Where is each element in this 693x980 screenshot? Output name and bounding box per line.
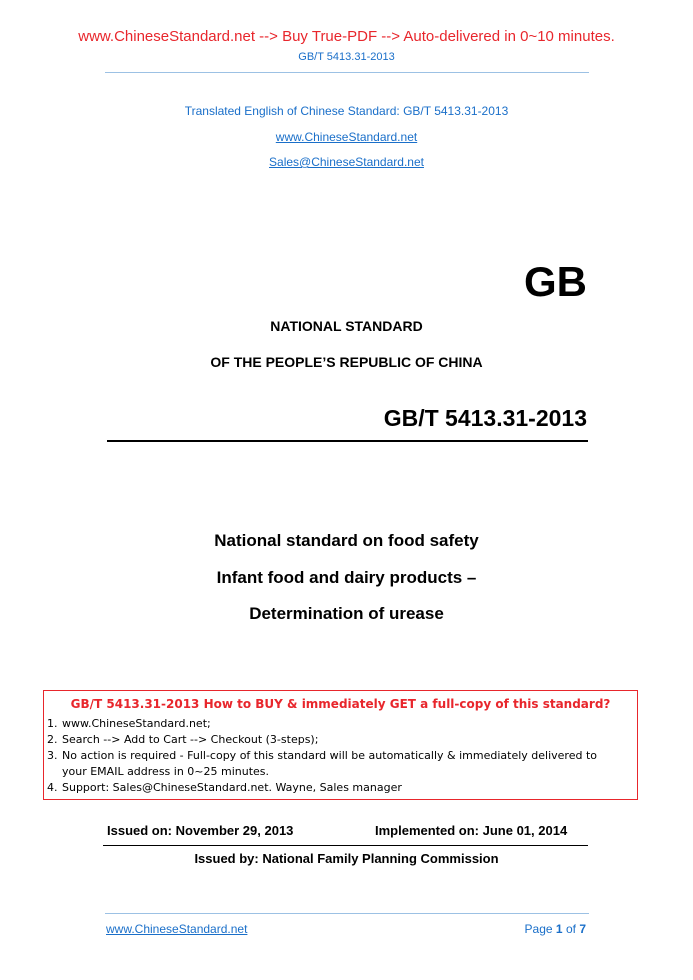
issued-by: Issued by: National Family Planning Commission [194, 851, 499, 866]
buy-step-text: your EMAIL address in 0~25 minutes. [62, 765, 270, 778]
buy-step-number: 4. [47, 781, 58, 794]
page-total: 7 [579, 922, 586, 936]
issued-on: Issued on: November 29, 2013 [107, 823, 294, 838]
buy-step-3-continued [47, 765, 269, 779]
page-indicator [525, 922, 586, 937]
buy-step-4 [47, 781, 402, 795]
translation-email-row [0, 155, 693, 170]
buy-step-text: Search --> Add to Cart --> Checkout (3-steps); [62, 733, 319, 746]
standard-code: GB/T 5413.31-2013 [383, 405, 587, 431]
page-of: of [565, 922, 576, 936]
header-divider [105, 72, 589, 73]
buy-step-text[interactable]: www.ChineseStandard.net; [62, 717, 211, 730]
footer-divider [105, 913, 589, 914]
translation-line: Translated English of Chinese Standard: GB/T 5413.31-2013 [184, 104, 509, 118]
header-standard-code: GB/T 5413.31-2013 [298, 51, 395, 63]
gb-logo: GB [524, 258, 587, 305]
buy-step-number: 1. [47, 717, 58, 730]
translation-website-link[interactable]: www.ChineseStandard.net [275, 130, 418, 144]
issue-divider [103, 845, 588, 846]
translation-website-row [0, 130, 693, 145]
implemented-on: Implemented on: June 01, 2014 [375, 823, 568, 838]
buy-step-text: No action is required - Full-copy of this standard will be automatically & immediately delivered to [62, 749, 598, 762]
title-line-3: Determination of urease [249, 604, 444, 623]
top-banner[interactable]: www.ChineseStandard.net --> Buy True-PDF --> Auto-delivered in 0~10 minutes. [78, 28, 615, 45]
buy-info-box [43, 690, 638, 800]
buy-step-number: 2. [47, 733, 58, 746]
translation-email-link[interactable]: Sales@ChineseStandard.net [269, 155, 424, 169]
footer-website-link[interactable]: www.ChineseStandard.net [106, 922, 248, 936]
buy-step-text[interactable]: Support: Sales@ChineseStandard.net. Wayne, Sales manager [62, 781, 402, 794]
national-standard-heading: NATIONAL STANDARD [270, 318, 423, 334]
page-prefix: Page [524, 922, 553, 936]
country-heading: OF THE PEOPLE’S REPUBLIC OF CHINA [210, 354, 483, 370]
title-line-2: Infant food and dairy products – [216, 568, 477, 587]
buy-step-2 [47, 733, 318, 747]
buy-step-number: 3. [47, 749, 58, 762]
buy-step-1 [47, 717, 211, 731]
buy-step-3 [47, 749, 597, 763]
page-current: 1 [555, 922, 563, 936]
title-line-1: National standard on food safety [214, 531, 479, 550]
code-divider [107, 440, 588, 442]
buy-box-title: GB/T 5413.31-2013 How to BUY & immediately GET a full-copy of this standard? [70, 697, 611, 711]
